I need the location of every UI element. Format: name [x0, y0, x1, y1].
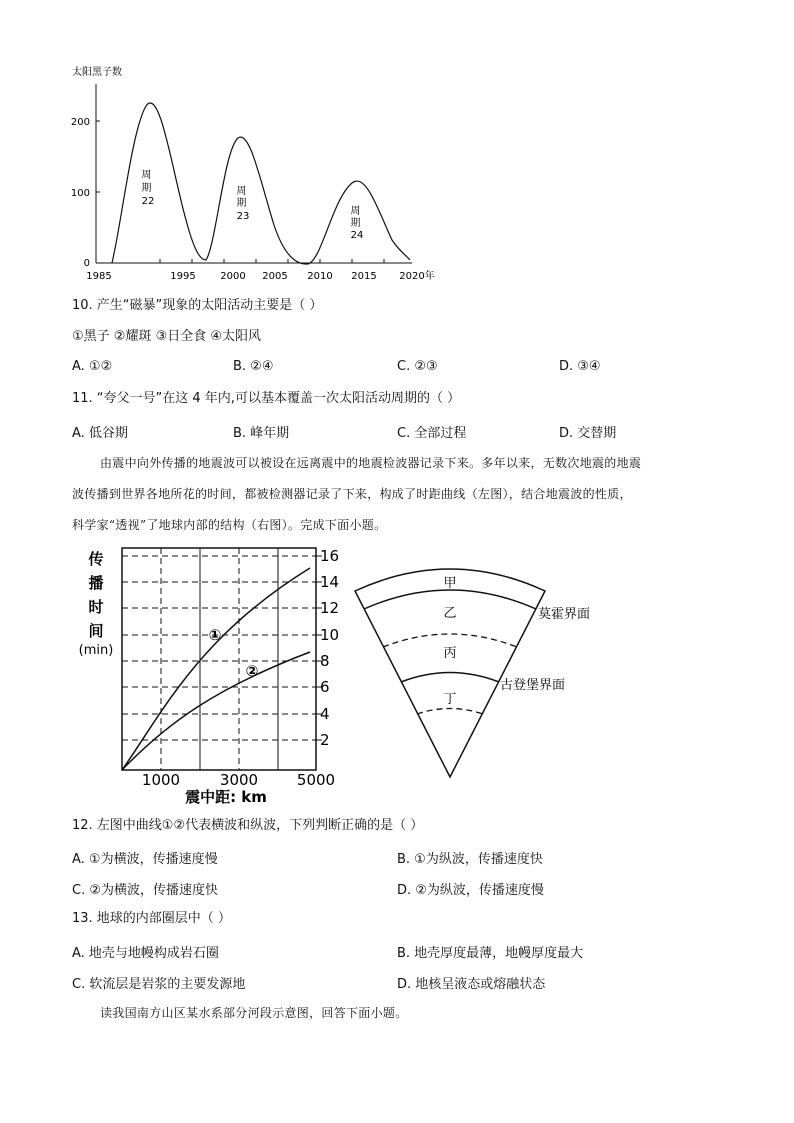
travel-ytick: 16	[320, 547, 340, 565]
sunspot-xtick: 1985	[86, 271, 112, 282]
travel-ytick: 8	[320, 652, 330, 670]
seismic-intro-line-1: 由震中向外传播的地震波可以被设在远离震中的地震检波器记录下来。多年以来，无数次地震的地震	[100, 456, 642, 470]
q13-option-d[interactable]: D. 地核呈液态或熔融状态	[397, 977, 546, 992]
sunspot-xtick: 2005	[262, 271, 288, 282]
cycle-23-label: 周 期 23	[236, 186, 250, 222]
travel-ytick: 6	[320, 678, 330, 696]
q11-stem: 11. “夸父一号”在这 4 年内,可以基本覆盖一次太阳活动周期的（ ）	[72, 391, 461, 406]
travel-ylabel-char: 传	[88, 550, 104, 568]
q12-option-d[interactable]: D. ②为纵波，传播速度慢	[397, 883, 544, 898]
q11-option-c[interactable]: C. 全部过程	[397, 426, 467, 441]
travel-ytick: 12	[320, 599, 340, 617]
sunspot-ytick: 100	[70, 188, 90, 199]
q12-stem: 12. 左图中曲线①②代表横波和纵波，下列判断正确的是（ ）	[72, 818, 424, 833]
travel-xtick: 3000	[219, 771, 259, 789]
curve-1-label: ①	[208, 626, 222, 644]
travel-ytick: 2	[320, 731, 330, 749]
moho-boundary-label: 莫霍界面	[538, 607, 591, 622]
travel-ytick: 10	[320, 626, 340, 644]
sunspot-curve	[112, 103, 410, 264]
q13-stem: 13. 地球的内部圈层中（ ）	[72, 911, 231, 926]
travel-ytick: 14	[320, 573, 340, 591]
sunspot-chart	[60, 60, 450, 285]
q12-option-c[interactable]: C. ②为横波，传播速度快	[72, 883, 218, 898]
curve-2-label: ②	[245, 662, 259, 680]
q12-option-b[interactable]: B. ①为纵波，传播速度快	[397, 852, 543, 867]
q10-stem: 10. 产生“磁暴”现象的太阳活动主要是（ ）	[72, 298, 323, 313]
travel-time-chart	[68, 542, 350, 807]
cycle-22-label: 周 期 22	[141, 170, 155, 207]
core-dashed-line	[417, 709, 483, 715]
q10-option-c[interactable]: C. ②③	[397, 359, 438, 374]
seismic-intro-line-2: 波传播到世界各地所花的时间，都被检测器记录了下来，构成了时距曲线（左图），结合地震波的性质，	[72, 487, 632, 501]
sunspot-ytick: 0	[83, 258, 90, 269]
q13-option-b[interactable]: B. 地壳厚度最薄，地幔厚度最大	[397, 946, 584, 961]
river-intro: 读我国南方山区某水系部分河段示意图，回答下面小题。	[100, 1006, 408, 1020]
q10-items: ①黑子 ②耀斑 ③日全食 ④太阳风	[72, 329, 262, 344]
q10-option-a[interactable]: A. ①②	[72, 359, 113, 374]
q11-option-b[interactable]: B. 峰年期	[233, 426, 290, 441]
sunspot-xtick: 1995	[170, 271, 196, 282]
sunspot-xtick: 2000	[220, 271, 246, 282]
travel-ylabel-unit: (min)	[78, 643, 114, 658]
travel-ylabel-char: 时	[88, 598, 104, 616]
gutenberg-boundary-label: 古登堡界面	[500, 678, 566, 693]
q10-option-b[interactable]: B. ②④	[233, 359, 274, 374]
travel-ylabel-char: 播	[88, 574, 104, 592]
q13-option-a[interactable]: A. 地壳与地幔构成岩石圈	[72, 946, 219, 961]
sunspot-xtick: 2010	[307, 271, 333, 282]
travel-xlabel: 震中距: km	[185, 788, 267, 806]
travel-ytick: 4	[320, 705, 330, 723]
travel-ylabel-char: 间	[88, 622, 104, 640]
seismic-intro-line-3: 科学家“透视”了地球内部的结构（右图）。完成下面小题。	[72, 518, 387, 532]
sunspot-xtick: 2020年	[399, 271, 435, 282]
q10-option-d[interactable]: D. ③④	[559, 359, 601, 374]
travel-plot-frame	[122, 548, 316, 770]
travel-xtick: 5000	[296, 771, 336, 789]
curve-2	[122, 652, 310, 770]
layer-yi-label: 乙	[443, 606, 457, 621]
gutenberg-line	[401, 673, 499, 683]
travel-xtick: 1000	[141, 771, 181, 789]
sunspot-ylabel: 太阳黑子数	[72, 67, 122, 78]
sunspot-xtick: 2015	[351, 271, 377, 282]
layer-jia-label: 甲	[443, 576, 457, 591]
q11-option-a[interactable]: A. 低谷期	[72, 426, 128, 441]
q12-option-a[interactable]: A. ①为横波，传播速度慢	[72, 852, 218, 867]
earth-section-diagram	[350, 565, 620, 785]
cycle-24-label: 周 期 24	[350, 206, 364, 241]
q13-option-c[interactable]: C. 软流层是岩浆的主要发源地	[72, 977, 246, 992]
layer-ding-label: 丁	[443, 692, 457, 707]
q11-option-d[interactable]: D. 交替期	[559, 426, 617, 441]
layer-bing-label: 丙	[443, 646, 457, 661]
sunspot-ytick: 200	[70, 117, 90, 128]
